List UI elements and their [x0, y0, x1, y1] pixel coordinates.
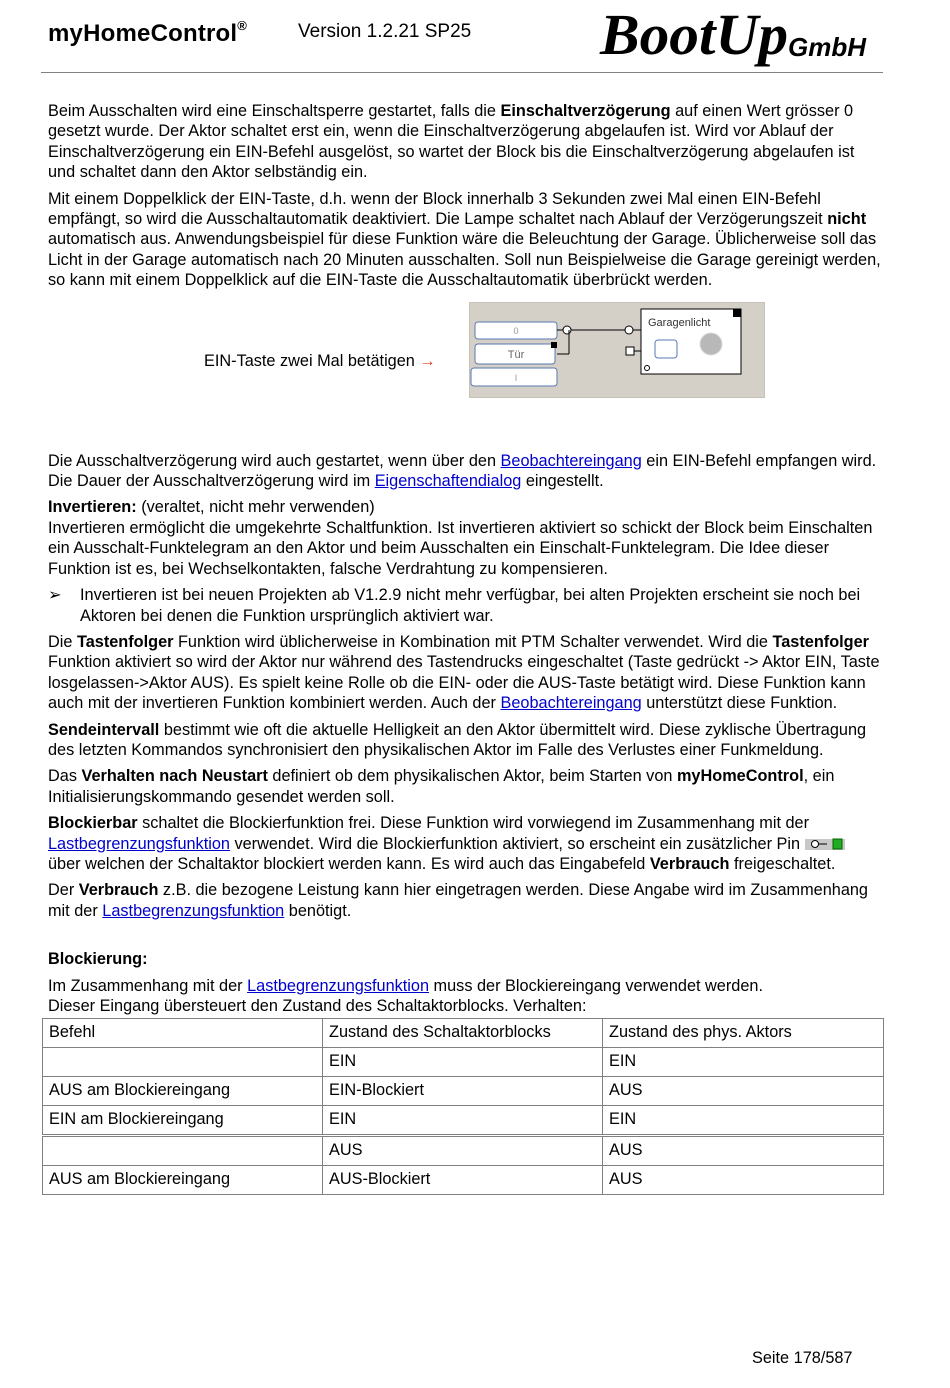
link-lastbegrenzung-3[interactable]: Lastbegrenzungsfunktion	[247, 976, 430, 995]
paragraph-einschaltverzoegerung: Beim Ausschalten wird eine Einschaltsperre gestartet, falls die Einschaltverzögerung auf einen Wert grösser 0 gesetzt wurde. Der Aktor schaltet erst ein, wenn die Einschaltverzögerung abgelaufen ist. Wird vor Ablauf der Einschaltverzögerung ein EIN-Befehl ausgelöst, so wartet der Block bis die Einschaltverzögerung abgelaufen ist und schaltet dann den Aktor selbständig ein.	[48, 102, 855, 182]
table-cell: EIN	[323, 1048, 603, 1077]
link-eigenschaftendialog[interactable]: Eigenschaftendialog	[374, 472, 522, 491]
table-header-cell: Zustand des Schaltaktorblocks	[323, 1019, 603, 1048]
spacer	[48, 927, 886, 949]
figure-doppelklick	[48, 297, 886, 425]
table-cell: AUS am Blockiereingang	[43, 1077, 323, 1106]
paragraph-verbrauch: Der Verbrauch z.B. die bezogene Leistung kann hier eingetragen werden. Diese Angabe wird im Zusammenhang mit der Lastbegrenzungsfunktion benötigt.	[48, 881, 868, 920]
table-header-row	[43, 1019, 884, 1048]
document-body	[48, 101, 886, 1195]
paragraph-beobachtereingang: Die Ausschaltverzögerung wird auch gestartet, wenn über den Beobachtereingang ein EIN-Befehl empfangen wird.	[48, 451, 877, 470]
table-row	[43, 1106, 884, 1136]
paragraph-tastenfolger: Die Tastenfolger Funktion wird üblicherweise in Kombination mit PTM Schalter verwendet. Wird die Tastenfolger Funktion aktiviert so wird der Aktor nur während des Tastendrucks eingeschaltet (Taste gedrückt -> Aktor EIN, Taste losgelassen->Aktor AUS). Es spielt keine Rolle ob die EIN- oder die AUS-Taste betätigt wird. Diese Funktion kann auch mit der invertieren Funktion kombiniert werden. Auch der Beobachtereingang unterstützt diese Funktion.	[48, 632, 880, 713]
link-lastbegrenzung-1[interactable]: Lastbegrenzungsfunktion	[48, 834, 230, 853]
svg-text:GmbH: GmbH	[788, 32, 866, 62]
product-name: myHomeControl®	[48, 18, 248, 47]
table-cell: EIN	[603, 1048, 884, 1077]
paragraph-doppelklick: Mit einem Doppelklick der EIN-Taste, d.h. wenn der Block innerhalb 3 Sekunden zwei Mal einen EIN-Befehl empfängt, so wird die Ausschaltautomatik deaktiviert. Die Lampe schaltet nach Ablauf der Verzögerungszeit nicht automatisch aus. Anwendungsbeispiel für diese Funktion wäre die Beleuchtung der Garage. Üblicherweise soll das Licht in der Garage automatisch nach 20 Minuten ausschalten. Soll nun Beispielweise die Garage gereinigt werden, so kann mit einem Doppelklick auf die EIN-Taste die Ausschaltautomatik überbrückt werden.	[48, 189, 881, 290]
table-cell: AUS am Blockiereingang	[43, 1166, 323, 1195]
table-cell: AUS	[603, 1077, 884, 1106]
heading-blockierung: Blockierung:	[48, 950, 148, 969]
table-row	[43, 1166, 884, 1195]
svg-text:BootUp: BootUp	[598, 6, 788, 67]
paragraph-eigenschaftendialog: Die Dauer der Ausschaltverzögerung wird im Eigenschaftendialog eingestellt.	[48, 472, 604, 491]
table-cell	[43, 1136, 323, 1166]
link-beobachtereingang-2[interactable]: Beobachtereingang	[500, 694, 642, 713]
table-header-cell: Zustand des phys. Aktors	[603, 1019, 884, 1048]
svg-text:I: I	[514, 372, 518, 383]
table-cell: AUS	[603, 1136, 884, 1166]
bullet-arrow-icon: ➢	[48, 586, 62, 605]
paragraph-sendeintervall: Sendeintervall bestimmt wie oft die aktuelle Helligkeit an den Aktor übermittelt wird. Diese zyklische Übertragung des letzten Kommandos synchronisiert den physikalischen Aktor im Falle des Verlustes einer Funkmeldung.	[48, 720, 867, 759]
table-cell: EIN	[603, 1106, 884, 1136]
table-row	[43, 1077, 884, 1106]
blocking-pin-icon	[805, 837, 845, 851]
table-cell	[43, 1048, 323, 1077]
link-lastbegrenzung-2[interactable]: Lastbegrenzungsfunktion	[102, 901, 285, 920]
table-cell: AUS-Blockiert	[323, 1166, 603, 1195]
arrow-right-icon: →	[419, 351, 436, 370]
figure-caption: EIN-Taste zwei Mal betätigen →	[204, 351, 436, 370]
svg-text:Tür: Tür	[507, 348, 525, 361]
bootup-logo	[596, 6, 886, 70]
table-cell: AUS	[323, 1136, 603, 1166]
paragraph-neustart: Das Verhalten nach Neustart definiert ob dem physikalischen Aktor, beim Starten von myHomeControl, ein Initialisierungskommando gesendet werden soll.	[48, 767, 835, 806]
header-divider	[41, 72, 883, 73]
table-row	[43, 1048, 884, 1077]
blockierung-table	[42, 1018, 884, 1195]
table-cell: AUS	[603, 1166, 884, 1195]
svg-text:Garagenlicht: Garagenlicht	[648, 316, 711, 329]
table-cell: EIN	[323, 1106, 603, 1136]
version-label: Version 1.2.21 SP25	[298, 21, 472, 42]
page-number: Seite 178/587	[752, 1349, 853, 1367]
page-header	[48, 6, 884, 72]
paragraph-invertieren: Invertieren: (veraltet, nicht mehr verwenden) Invertieren ermöglicht die umgekehrte Schaltfunktion. Ist invertieren aktiviert so schickt der Block beim Einschalten ein Ausschalt-Funktelegram an den Aktor und beim Ausschalten ein Einschalt-Funktelegram. Die Idee dieser Funktion ist es, bei Wechselkontakten, falsche Verdrahtung zu kompensieren.	[48, 498, 873, 578]
svg-text:0: 0	[513, 325, 519, 336]
paragraph-blockierbar: Blockierbar schaltet die Blockierfunktion frei. Diese Funktion wird vorwiegend im Zusammenhang mit der Lastbegrenzungsfunktion verwendet. Wird die Blockierfunktion aktiviert, so erscheint ein zusätzlicher Pin über welchen der Schaltaktor blockiert werden kann. Es wird auch das Eingabefeld Verbrauch freigeschaltet.	[48, 813, 886, 874]
table-cell: EIN am Blockiereingang	[43, 1106, 323, 1136]
block-diagram-screenshot	[469, 302, 765, 398]
paragraph-blockierung: Im Zusammenhang mit der Lastbegrenzungsfunktion muss der Blockiereingang verwendet werden. Dieser Eingang übersteuert den Zustand des Schaltaktorblocks. Verhalten:	[48, 976, 763, 1015]
link-beobachtereingang[interactable]: Beobachtereingang	[500, 451, 642, 470]
table-cell: EIN-Blockiert	[323, 1077, 603, 1106]
table-row	[43, 1136, 884, 1166]
bullet-invertieren: ➢ Invertieren ist bei neuen Projekten ab V1.2.9 nicht mehr verfügbar, bei alten Projekten erscheint sie noch bei Aktoren bei denen die Funktion ursprünglich aktiviert war.	[48, 586, 861, 625]
table-header-cell: Befehl	[43, 1019, 323, 1048]
